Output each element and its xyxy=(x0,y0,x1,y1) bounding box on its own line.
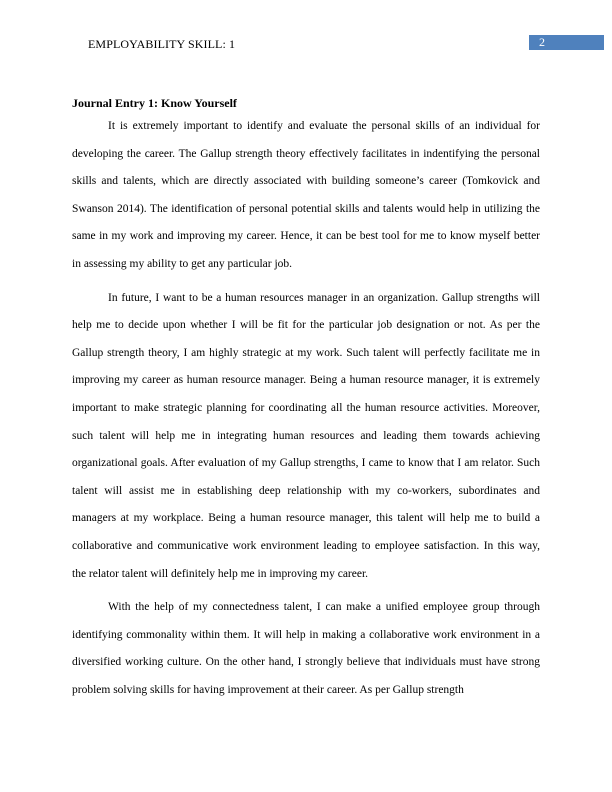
entry-heading: Journal Entry 1: Know Yourself xyxy=(72,96,237,110)
running-head: EMPLOYABILITY SKILL: 1 xyxy=(88,37,236,51)
page-number: 2 xyxy=(529,35,604,50)
body-paragraph: With the help of my connectedness talent, I can make a unified employee group through identifying commonality within them. It will help in making a collaborative work environment in a diversified working culture. On the other hand, I strongly believe that individuals must have strong problem solving skills for having improvement at their career. As per Gallup strength xyxy=(72,601,540,696)
body-paragraph: In future, I want to be a human resources manager in an organization. Gallup strengths will help me to decide upon whether I will be fit for the particular job designation or not. As per the Gallup strength theory, I am highly strategic at my work. Such talent will perfectly facilitate me in improving my career as human resource manager. Being a human resource manager, it is extremely important to make strategic planning for coordinating all the human resource activities. Moreover, such talent will help me in integrating human resources and leading them towards achieving organizational goals. After evaluation of my Gallup strengths, I came to know that I am relator. Such talent will assist me in establishing deep relationship with my co-workers, subordinates and managers at my workplace. Being a human resource manager, this talent will help me to build a collaborative and communicative work environment leading to employee satisfaction. In this way, the relator talent will definitely help me in improving my career. xyxy=(72,291,540,580)
body-paragraph: It is extremely important to identify and evaluate the personal skills of an individual for developing the career. The Gallup strength theory effectively facilitates in indentifying the personal skills and talents, which are directly associated with building someone’s career (Tomkovick and Swanson 2014). The identification of personal potential skills and talents would help in utilizing the same in my work and improving my career. Hence, it can be best tool for me to know myself better in assessing my ability to get any particular job. xyxy=(72,120,540,270)
document-body xyxy=(72,95,540,710)
